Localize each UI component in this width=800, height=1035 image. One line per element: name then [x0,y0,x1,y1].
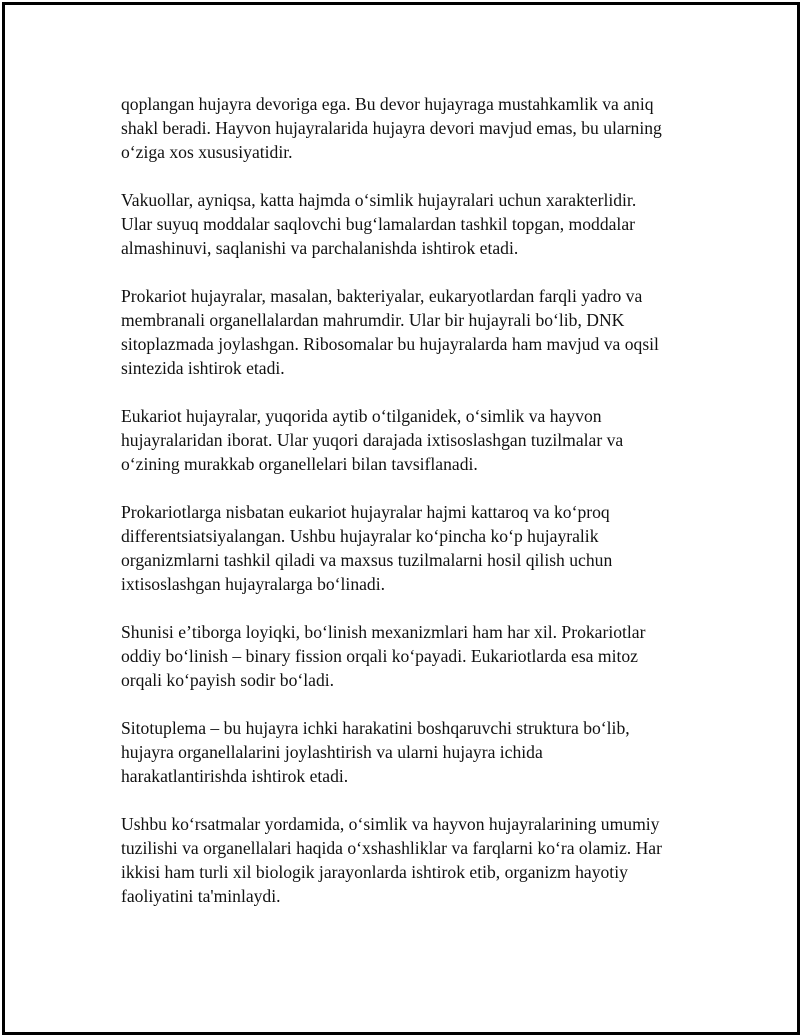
text-line: almashinuvi, saqlanishi va parchalanishda ishtirok etadi. [121,238,519,258]
text-line: hujayra organellalarini joylashtirish va ularni hujayra ichida [121,742,543,762]
text-line: ikkisi ham turli xil biologik jarayonlarda ishtirok etib, organizm hayotiy [121,862,628,882]
text-line: oʻzining murakkab organellelari bilan tavsiflanadi. [121,454,478,474]
text-line: Prokariot hujayralar, masalan, bakteriyalar, eukaryotlardan farqli yadro va [121,286,643,306]
paragraph-4 [121,404,721,476]
text-line: membranali organellalardan mahrumdir. Ular bir hujayrali boʻlib, DNK [121,310,625,330]
text-line: Sitotuplema – bu hujayra ichki harakatini boshqaruvchi struktura boʻlib, [121,718,630,738]
text-line: ixtisoslashgan hujayralarga boʻlinadi. [121,574,386,594]
text-line: qoplangan hujayra devoriga ega. Bu devor hujayraga mustahkamlik va aniq [121,94,654,114]
text-line: sitoplazmada joylashgan. Ribosomalar bu hujayralarda ham mavjud va oqsil [121,334,659,354]
page-border [2,2,800,1035]
text-line: differentsiatsiyalangan. Ushbu hujayralar koʻpincha koʻp hujayralik [121,526,599,546]
text-line: faoliyatini ta'minlaydi. [121,886,281,906]
text-line: Ushbu koʻrsatmalar yordamida, oʻsimlik va hayvon hujayralarining umumiy [121,814,660,834]
paragraph-7 [121,716,721,788]
text-line: hujayralaridan iborat. Ular yuqori darajada ixtisoslashgan tuzilmalar va [121,430,624,450]
text-line: organizmlarni tashkil qiladi va maxsus tuzilmalarni hosil qilish uchun [121,550,613,570]
paragraph-3 [121,284,721,380]
text-line: oddiy boʻlinish – binary fission orqali koʻpayadi. Eukariotlarda esa mitoz [121,646,638,666]
text-line: orqali koʻpayish sodir boʻladi. [121,670,335,690]
text-line: sintezida ishtirok etadi. [121,358,285,378]
document-body [121,92,721,932]
paragraph-5 [121,500,721,596]
paragraph-1 [121,92,721,164]
text-line: Prokariotlarga nisbatan eukariot hujayralar hajmi kattaroq va koʻproq [121,502,610,522]
paragraph-8 [121,812,721,908]
paragraph-2 [121,188,721,260]
text-line: tuzilishi va organellalari haqida oʻxshashliklar va farqlarni koʻra olamiz. Har [121,838,662,858]
text-line: Eukariot hujayralar, yuqorida aytib oʻtilganidek, oʻsimlik va hayvon [121,406,602,426]
text-line: harakatlantirishda ishtirok etadi. [121,766,349,786]
text-line: Shunisi eʼtiborga loyiqki, boʻlinish mexanizmlari ham har xil. Prokariotlar [121,622,646,642]
text-line: shakl beradi. Hayvon hujayralarida hujayra devori mavjud emas, bu ularning [121,118,662,138]
text-line: oʻziga xos xususiyatidir. [121,142,293,162]
text-line: Vakuollar, ayniqsa, katta hajmda oʻsimlik hujayralari uchun xarakterlidir. [121,190,637,210]
text-line: Ular suyuq moddalar saqlovchi bugʻlamalardan tashkil topgan, moddalar [121,214,635,234]
paragraph-6 [121,620,721,692]
